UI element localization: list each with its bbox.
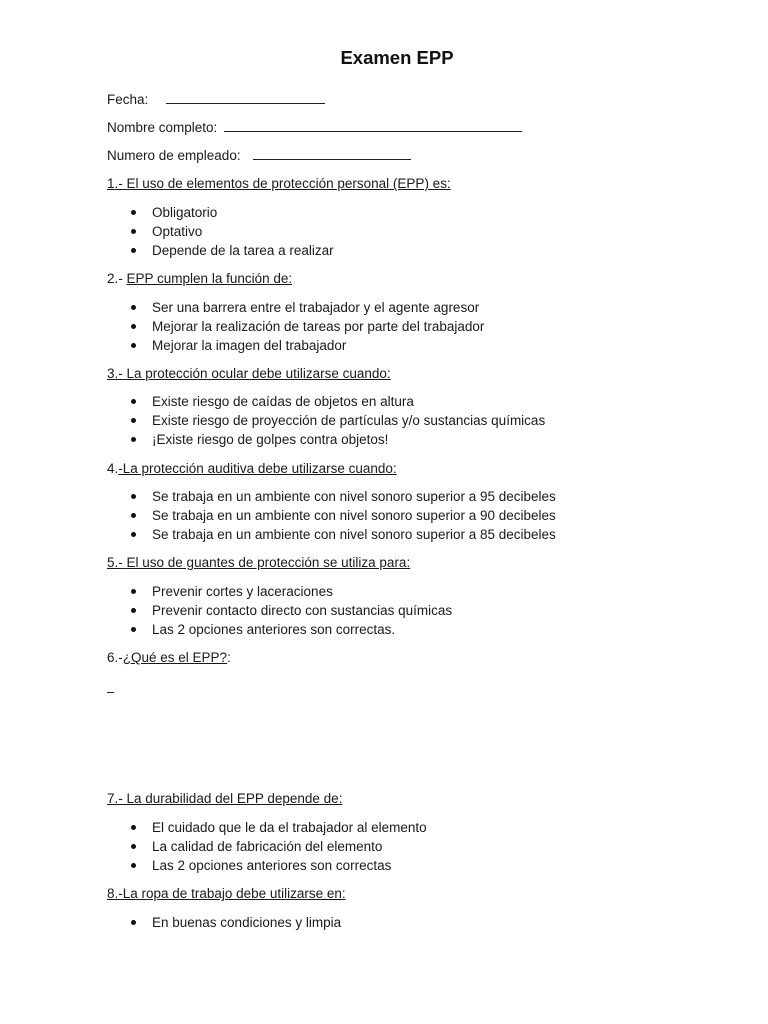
list-item[interactable]: [0, 487, 556, 506]
bullet-icon: [131, 399, 136, 404]
bullet-icon: [131, 343, 136, 348]
list-item[interactable]: [0, 601, 452, 620]
list-item[interactable]: [0, 856, 427, 875]
bullet-icon: [131, 229, 136, 234]
question-8-options: [0, 913, 341, 932]
bullet-icon: [131, 418, 136, 423]
option-text: En buenas condiciones y limpia: [152, 915, 342, 930]
option-text: La calidad de fabricación del elemento: [152, 839, 383, 854]
list-item[interactable]: [0, 913, 341, 932]
question-number: 2.-: [107, 271, 127, 286]
employee-number-field: [107, 147, 411, 164]
question-text: La protección ocular debe utilizarse cuando:: [122, 366, 391, 381]
option-text: El cuidado que le da el trabajador al elemento: [152, 820, 427, 835]
question-text: El uso de guantes de protección se utiliza para:: [122, 555, 411, 570]
question-4: [107, 460, 397, 477]
list-item[interactable]: [0, 392, 545, 411]
option-text: Optativo: [152, 224, 203, 239]
list-item[interactable]: [0, 411, 545, 430]
bullet-icon: [131, 825, 136, 830]
question-number: 5.-: [107, 555, 123, 570]
list-item[interactable]: [0, 525, 556, 544]
answer-blank[interactable]: [107, 692, 114, 693]
list-item[interactable]: [0, 336, 484, 355]
question-tail: :: [227, 650, 231, 665]
bullet-icon: [131, 608, 136, 613]
list-item[interactable]: [0, 241, 334, 260]
list-item[interactable]: [0, 837, 427, 856]
question-5-options: [0, 582, 452, 639]
question-7-options: [0, 818, 427, 875]
list-item[interactable]: [0, 298, 484, 317]
question-5: [107, 554, 410, 571]
bullet-icon: [131, 863, 136, 868]
option-text: Prevenir contacto directo con sustancias químicas: [152, 603, 453, 618]
option-text: Las 2 opciones anteriores son correctas: [152, 858, 392, 873]
option-text: Se trabaja en un ambiente con nivel sonoro superior a 85 decibeles: [152, 527, 556, 542]
list-item[interactable]: [0, 203, 334, 222]
date-blank[interactable]: [166, 91, 325, 104]
question-6: [107, 649, 231, 666]
question-3: [107, 365, 391, 382]
question-2-options: [0, 298, 484, 355]
question-number: 3.-: [107, 366, 123, 381]
question-1-options: [0, 203, 334, 260]
question-text: La ropa de trabajo debe utilizarse en:: [122, 886, 346, 901]
bullet-icon: [131, 248, 136, 253]
option-text: Prevenir cortes y laceraciones: [152, 584, 333, 599]
bullet-icon: [131, 627, 136, 632]
option-text: Se trabaja en un ambiente con nivel sonoro superior a 90 decibeles: [152, 508, 556, 523]
employee-number-label: Numero de empleado:: [107, 148, 241, 163]
option-text: ¡Existe riesgo de golpes contra objetos!: [152, 432, 389, 447]
bullet-icon: [131, 305, 136, 310]
question-number: 6.-: [107, 650, 123, 665]
bullet-icon: [131, 324, 136, 329]
option-text: Mejorar la realización de tareas por parte del trabajador: [152, 319, 485, 334]
bullet-icon: [131, 920, 136, 925]
option-text: Se trabaja en un ambiente con nivel sonoro superior a 95 decibeles: [152, 489, 556, 504]
list-item[interactable]: [0, 317, 484, 336]
full-name-field: [107, 119, 522, 136]
list-item[interactable]: [0, 430, 545, 449]
question-number: 7.-: [107, 791, 123, 806]
question-number: 8.-: [107, 886, 123, 901]
option-text: Depende de la tarea a realizar: [152, 243, 334, 258]
employee-number-blank[interactable]: [253, 147, 411, 160]
bullet-icon: [131, 532, 136, 537]
option-text: Mejorar la imagen del trabajador: [152, 338, 347, 353]
bullet-icon: [131, 589, 136, 594]
question-number: 1.-: [107, 176, 123, 191]
question-2: [107, 270, 292, 287]
bullet-icon: [131, 210, 136, 215]
list-item[interactable]: [0, 818, 427, 837]
option-text: Ser una barrera entre el trabajador y el agente agresor: [152, 300, 480, 315]
question-text: EPP cumplen la función de:: [126, 271, 293, 286]
option-text: Existe riesgo de caídas de objetos en altura: [152, 394, 414, 409]
date-label: Fecha:: [107, 92, 149, 107]
question-3-options: [0, 392, 545, 449]
date-field: [107, 91, 325, 108]
question-7: [107, 790, 342, 807]
question-text: La durabilidad del EPP depende de:: [122, 791, 343, 806]
list-item[interactable]: [0, 582, 452, 601]
list-item[interactable]: [0, 620, 452, 639]
option-text: Obligatorio: [152, 205, 218, 220]
question-text: ¿Qué es el EPP?: [122, 650, 228, 665]
list-item[interactable]: [0, 222, 334, 241]
page-title: Examen EPP: [340, 47, 454, 68]
option-text: Existe riesgo de proyección de partículas y/o sustancias químicas: [152, 413, 546, 428]
bullet-icon: [131, 844, 136, 849]
question-text: El uso de elementos de protección personal (EPP) es:: [122, 176, 451, 191]
bullet-icon: [131, 513, 136, 518]
question-4-options: [0, 487, 556, 544]
option-text: Las 2 opciones anteriores son correctas.: [152, 622, 396, 637]
list-item[interactable]: [0, 506, 556, 525]
full-name-blank[interactable]: [224, 119, 522, 132]
question-8: [107, 885, 346, 902]
bullet-icon: [131, 437, 136, 442]
question-1: [107, 175, 451, 192]
question-number: 4.: [107, 461, 119, 476]
question-text: -La protección auditiva debe utilizarse cuando:: [118, 461, 397, 476]
bullet-icon: [131, 494, 136, 499]
full-name-label: Nombre completo:: [107, 120, 218, 135]
